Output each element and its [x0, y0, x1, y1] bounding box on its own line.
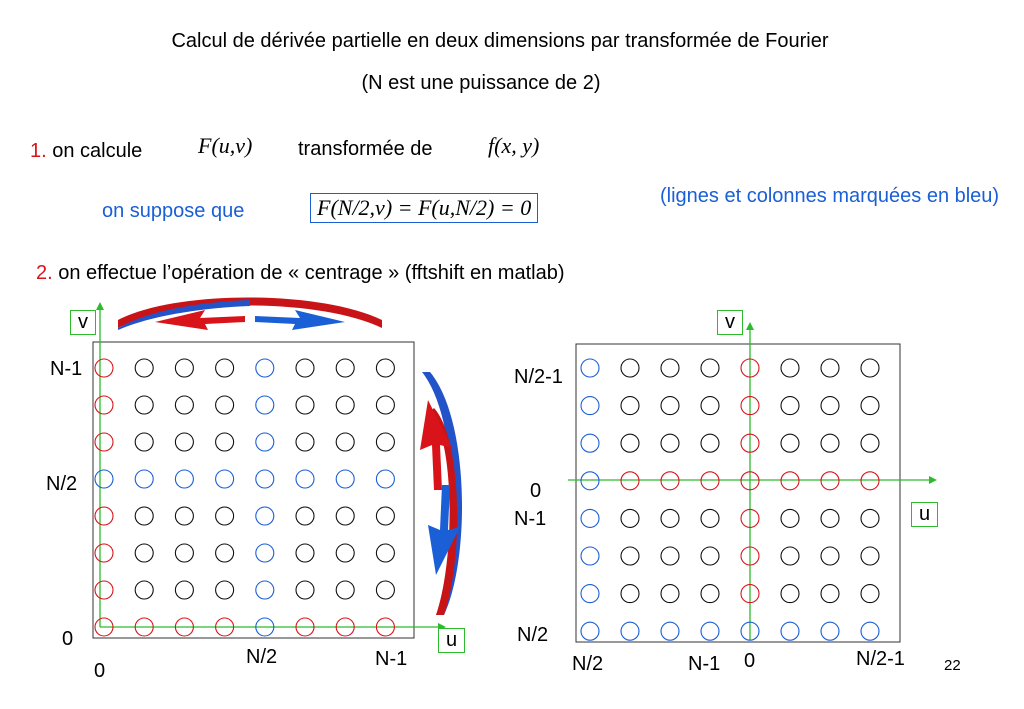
- right-circle-r1-c0: [581, 397, 599, 415]
- formula-F-uv: F(u,v): [198, 133, 253, 158]
- right-circle-r5-c7: [861, 547, 879, 565]
- right-circle-r2-c0: [581, 434, 599, 452]
- left-circle-r3-c7: [376, 470, 394, 488]
- left-circle-r3-c3: [216, 470, 234, 488]
- left-circle-r2-c5: [296, 433, 314, 451]
- right-circle-r5-c1: [621, 547, 639, 565]
- right-x-label-left: N/2: [572, 653, 604, 675]
- right-circle-r7-c2: [661, 622, 679, 640]
- right-circle-r0-c6: [821, 359, 839, 377]
- right-circle-r4-c3: [701, 509, 719, 527]
- left-axis-v-label: v: [70, 310, 96, 335]
- right-circle-r1-c3: [701, 397, 719, 415]
- left-circle-r5-c0: [95, 544, 113, 562]
- left-circle-r5-c3: [216, 544, 234, 562]
- right-circle-r5-c2: [661, 547, 679, 565]
- step2-text: on effectue l’opération de « centrage » (fftshift en matlab): [58, 262, 565, 284]
- step2-number: 2.: [36, 262, 53, 284]
- page-number: 22: [944, 657, 961, 674]
- suppose-note: (lignes et colonnes marquées en bleu): [660, 185, 1000, 207]
- left-y-label-middle: N/2: [46, 473, 78, 495]
- left-circle-r4-c1: [135, 507, 153, 525]
- left-circle-r3-c6: [336, 470, 354, 488]
- right-grid-circles: [581, 359, 879, 640]
- right-circle-r2-c7: [861, 434, 879, 452]
- right-u-arrowhead: [929, 476, 937, 484]
- right-circle-r3-c2: [661, 472, 679, 490]
- left-circle-r5-c7: [376, 544, 394, 562]
- right-circle-r3-c6: [821, 472, 839, 490]
- left-circle-r5-c4: [256, 544, 274, 562]
- right-grid-frame: [576, 344, 900, 642]
- right-circle-r1-c6: [821, 397, 839, 415]
- right-circle-r1-c2: [661, 397, 679, 415]
- right-circle-r6-c0: [581, 585, 599, 603]
- left-axis-u-label: u: [438, 628, 465, 653]
- left-circle-r4-c2: [175, 507, 193, 525]
- top-arrow-blue: [255, 310, 345, 330]
- left-v-arrowhead: [96, 302, 104, 310]
- right-circle-r3-c3: [701, 472, 719, 490]
- left-circle-r2-c6: [336, 433, 354, 451]
- left-circle-r1-c1: [135, 396, 153, 414]
- right-x-label-middle: N-1: [688, 653, 721, 675]
- right-circle-r6-c1: [621, 585, 639, 603]
- right-circle-r4-c2: [661, 509, 679, 527]
- left-circle-r3-c5: [296, 470, 314, 488]
- left-circle-r1-c5: [296, 396, 314, 414]
- right-circle-r4-c6: [821, 509, 839, 527]
- right-circle-r6-c2: [661, 585, 679, 603]
- page-title: Calcul de dérivée partielle en deux dimensions par transformée de Fourier: [171, 30, 829, 52]
- left-circle-r2-c3: [216, 433, 234, 451]
- left-circle-r6-c2: [175, 581, 193, 599]
- right-circle-r4-c5: [781, 509, 799, 527]
- right-x-label-right: N/2-1: [856, 648, 905, 670]
- right-circle-r7-c0: [581, 622, 599, 640]
- right-circle-r6-c3: [701, 585, 719, 603]
- right-circle-r7-c3: [701, 622, 719, 640]
- left-circle-r1-c2: [175, 396, 193, 414]
- right-circle-r7-c6: [821, 622, 839, 640]
- left-circle-r3-c1: [135, 470, 153, 488]
- right-circle-r0-c2: [661, 359, 679, 377]
- left-circle-r4-c6: [336, 507, 354, 525]
- right-circle-r4-c1: [621, 509, 639, 527]
- left-circle-r1-c3: [216, 396, 234, 414]
- left-circle-r5-c1: [135, 544, 153, 562]
- suppose-text: on suppose que: [102, 200, 245, 222]
- right-y-label-zero: 0: [530, 480, 542, 502]
- right-circle-r7-c5: [781, 622, 799, 640]
- left-circle-r1-c6: [336, 396, 354, 414]
- right-circle-r6-c7: [861, 585, 879, 603]
- left-circle-r2-c7: [376, 433, 394, 451]
- right-x-label-zero: 0: [744, 650, 756, 672]
- left-x-label-middle: N/2: [246, 646, 278, 668]
- transform-text: transformée de: [298, 138, 433, 160]
- left-circle-r6-c1: [135, 581, 153, 599]
- right-axis-v-label: v: [717, 310, 743, 335]
- left-grid-circles: [95, 359, 394, 636]
- right-circle-r7-c1: [621, 622, 639, 640]
- left-circle-r4-c7: [376, 507, 394, 525]
- step1-text: on calcule: [52, 140, 143, 162]
- right-v-arrowhead: [746, 322, 754, 330]
- left-circle-r4-c4: [256, 507, 274, 525]
- left-x-label-origin: 0: [94, 660, 106, 682]
- right-circle-r0-c7: [861, 359, 879, 377]
- right-circle-r3-c0: [581, 472, 599, 490]
- left-circle-r3-c4: [256, 470, 274, 488]
- left-grid-frame: [93, 342, 414, 638]
- left-circle-r1-c0: [95, 396, 113, 414]
- left-circle-r6-c6: [336, 581, 354, 599]
- right-circle-r0-c0: [581, 359, 599, 377]
- right-circle-r4-c7: [861, 509, 879, 527]
- left-circle-r2-c0: [95, 433, 113, 451]
- right-circle-r2-c6: [821, 434, 839, 452]
- left-circle-r5-c5: [296, 544, 314, 562]
- right-y-label-below-zero: N-1: [514, 508, 547, 530]
- left-y-label-top: N-1: [50, 358, 83, 380]
- right-circle-r0-c3: [701, 359, 719, 377]
- left-y-label-bottom: 0: [62, 628, 74, 650]
- right-y-label-top: N/2-1: [514, 366, 563, 388]
- right-circle-r1-c7: [861, 397, 879, 415]
- right-circle-r2-c3: [701, 434, 719, 452]
- right-axis-u-label: u: [911, 502, 938, 527]
- left-x-label-right: N-1: [375, 648, 408, 670]
- left-circle-r1-c4: [256, 396, 274, 414]
- page-subtitle: (N est une puissance de 2): [361, 72, 601, 94]
- right-circle-r6-c6: [821, 585, 839, 603]
- right-circle-r6-c5: [781, 585, 799, 603]
- left-circle-r0-c1: [135, 359, 153, 377]
- right-y-label-bottom: N/2: [517, 624, 549, 646]
- right-circle-r0-c1: [621, 359, 639, 377]
- right-circle-r1-c5: [781, 397, 799, 415]
- left-circle-r4-c3: [216, 507, 234, 525]
- left-circle-r6-c7: [376, 581, 394, 599]
- left-circle-r0-c5: [296, 359, 314, 377]
- right-circle-r3-c7: [861, 472, 879, 490]
- right-circle-r5-c5: [781, 547, 799, 565]
- left-circle-r0-c0: [95, 359, 113, 377]
- left-circle-r5-c6: [336, 544, 354, 562]
- left-circle-r0-c2: [175, 359, 193, 377]
- right-circle-r7-c7: [861, 622, 879, 640]
- right-circle-r5-c0: [581, 547, 599, 565]
- right-circle-r2-c1: [621, 434, 639, 452]
- left-circle-r6-c5: [296, 581, 314, 599]
- left-circle-r2-c1: [135, 433, 153, 451]
- right-circle-r0-c5: [781, 359, 799, 377]
- left-circle-r6-c4: [256, 581, 274, 599]
- left-circle-r4-c5: [296, 507, 314, 525]
- formula-f-xy: f(x, y): [488, 133, 540, 158]
- left-circle-r1-c7: [376, 396, 394, 414]
- right-circle-r4-c0: [581, 509, 599, 527]
- left-circle-r5-c2: [175, 544, 193, 562]
- right-circle-r5-c6: [821, 547, 839, 565]
- left-circle-r2-c4: [256, 433, 274, 451]
- right-circle-r3-c5: [781, 472, 799, 490]
- left-circle-r0-c7: [376, 359, 394, 377]
- left-circle-r3-c0: [95, 470, 113, 488]
- left-circle-r0-c3: [216, 359, 234, 377]
- right-circle-r2-c5: [781, 434, 799, 452]
- left-circle-r3-c2: [175, 470, 193, 488]
- left-circle-r4-c0: [95, 507, 113, 525]
- left-circle-r6-c3: [216, 581, 234, 599]
- step1-number: 1.: [30, 140, 47, 162]
- left-circle-r0-c4: [256, 359, 274, 377]
- left-circle-r0-c6: [336, 359, 354, 377]
- right-circle-r5-c3: [701, 547, 719, 565]
- right-circle-r3-c1: [621, 472, 639, 490]
- left-circle-r6-c0: [95, 581, 113, 599]
- right-circle-r1-c1: [621, 397, 639, 415]
- right-circle-r2-c2: [661, 434, 679, 452]
- left-circle-r2-c2: [175, 433, 193, 451]
- suppose-formula: F(N/2,v) = F(u,N/2) = 0: [310, 193, 538, 223]
